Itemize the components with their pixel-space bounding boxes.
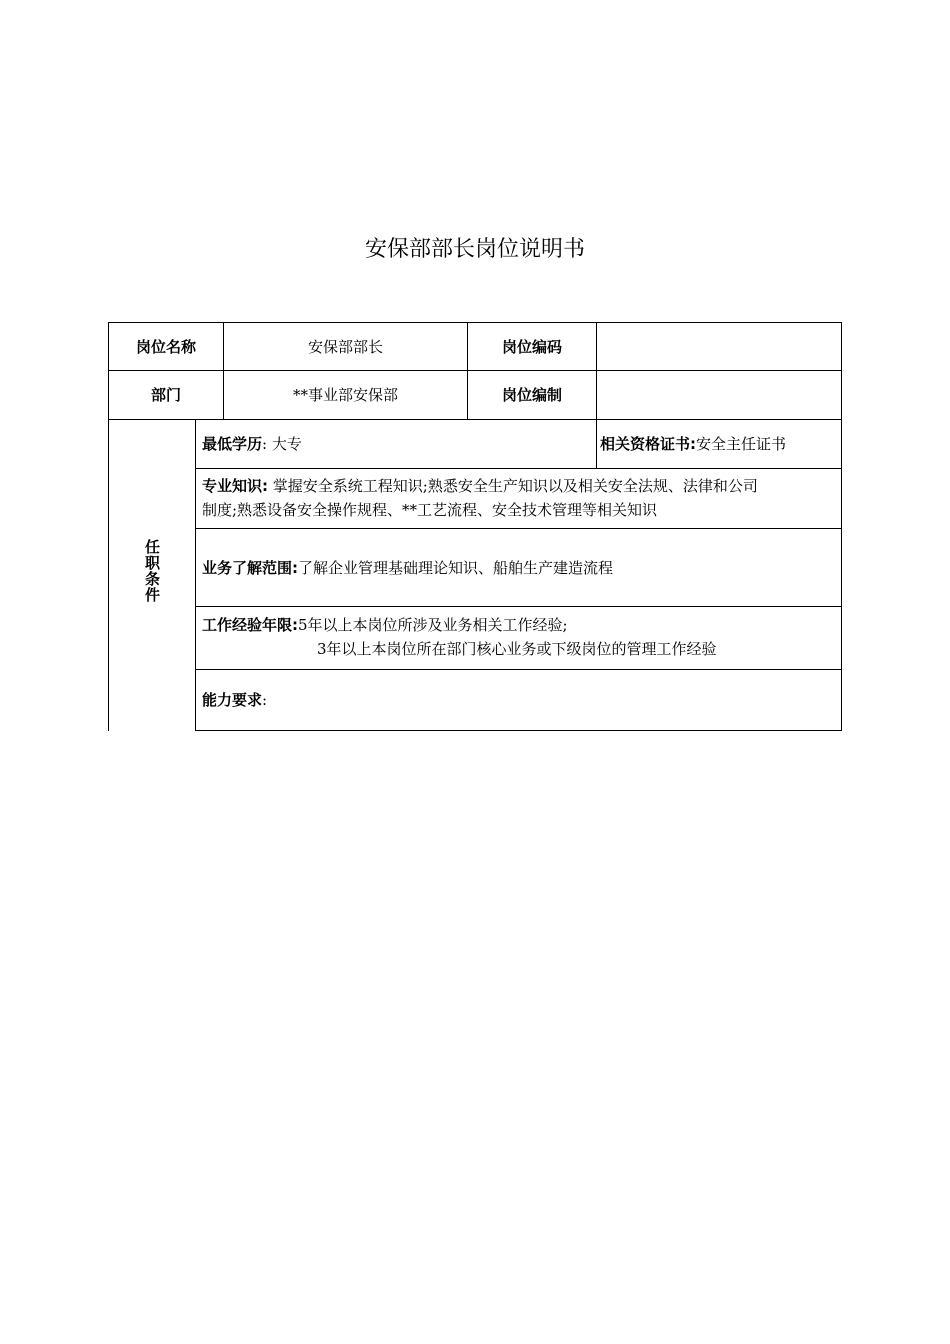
knowledge-value-line1: 掌握安全系统工程知识;熟悉安全生产知识以及相关安全法规、法律和公司 — [268, 477, 758, 495]
position-quota-value — [597, 371, 841, 419]
experience-value-line2: 3年以上本岗位所在部门核心业务或下级岗位的管理工作经验 — [317, 640, 717, 658]
table-border-bottom — [195, 730, 842, 731]
position-code-value — [597, 323, 841, 370]
table-border-right — [841, 322, 842, 731]
experience-line-1 — [202, 613, 841, 637]
education-label: 最低学历 — [202, 435, 263, 453]
certificate-cell — [597, 420, 841, 468]
ability-value: : — [262, 691, 268, 709]
experience-value-line1: 5年以上本岗位所涉及业务相关工作经验; — [298, 616, 568, 634]
education-value: : 大专 — [262, 435, 302, 453]
position-name-label: 岗位名称 — [135, 337, 196, 356]
certificate-value: 安全主任证书 — [696, 435, 787, 453]
document-title: 安保部部长岗位说明书 — [364, 237, 585, 262]
knowledge-value-line2: 制度;熟悉设备安全操作规程、**工艺流程、安全技术管理等相关知识 — [202, 501, 658, 519]
qualifications-label-text: 任职条件 — [143, 538, 161, 603]
knowledge-line-1 — [202, 474, 841, 498]
department-label: 部门 — [150, 386, 181, 404]
business-scope-cell — [196, 529, 841, 606]
knowledge-label: 专业知识: — [202, 477, 268, 495]
ability-cell — [196, 670, 841, 730]
knowledge-cell — [196, 469, 841, 528]
job-description-table — [108, 322, 842, 731]
position-quota-label: 岗位编制 — [501, 386, 562, 404]
business-scope-label: 业务了解范围: — [202, 558, 298, 577]
ability-label: 能力要求 — [202, 691, 263, 709]
experience-cell — [196, 607, 841, 669]
education-cell — [196, 420, 596, 468]
business-scope-value: 了解企业管理基础理论知识、船舶生产建造流程 — [298, 558, 614, 577]
department-value: **事业部安保部 — [292, 386, 398, 404]
position-name-value: 安保部部长 — [307, 337, 383, 356]
qualifications-section-label — [109, 420, 195, 731]
position-code-label: 岗位编码 — [501, 337, 562, 356]
certificate-label: 相关资格证书: — [600, 435, 696, 453]
experience-label: 工作经验年限: — [202, 616, 298, 634]
